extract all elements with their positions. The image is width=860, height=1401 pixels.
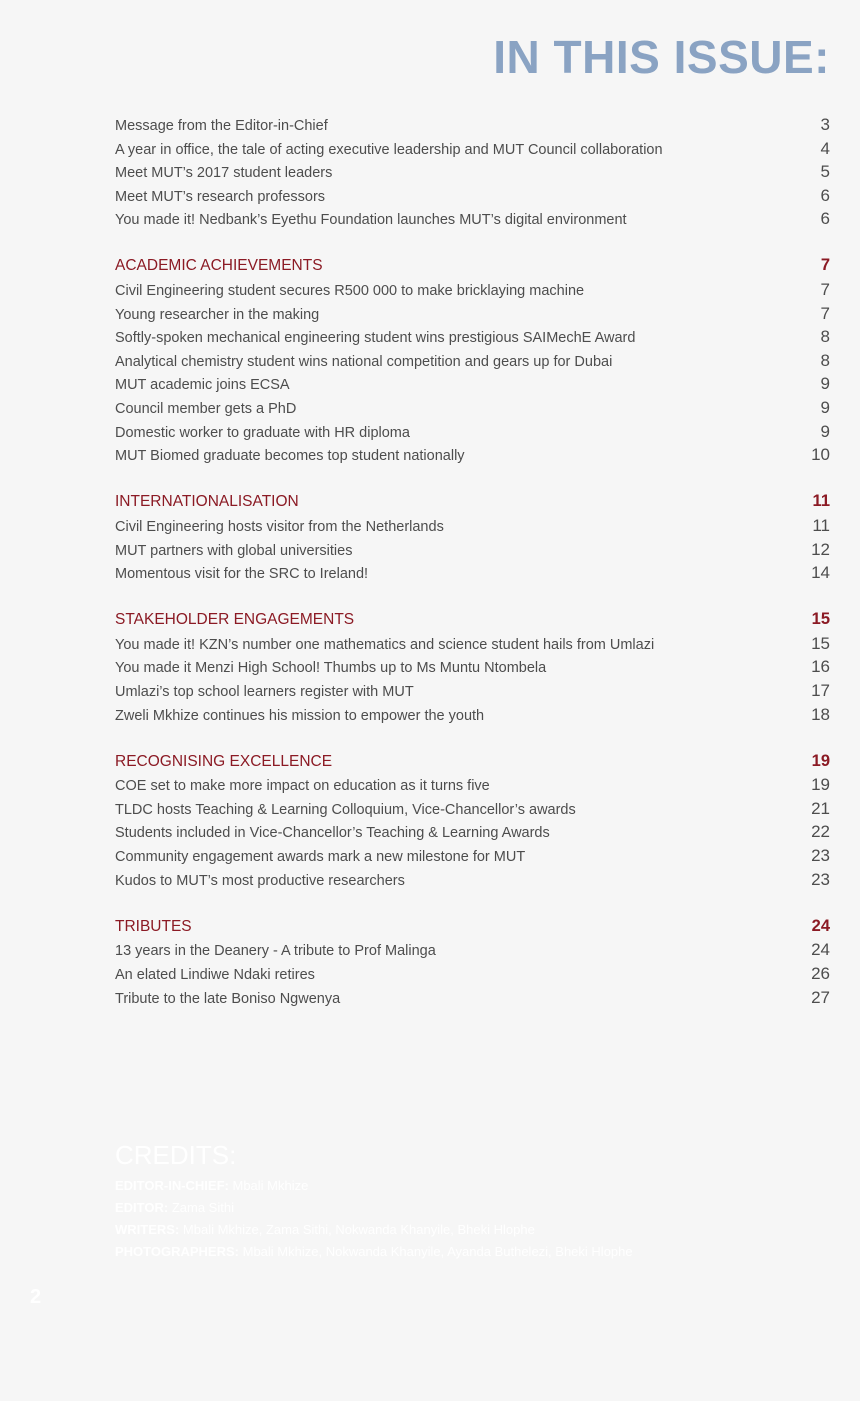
toc-entry-page: 8: [820, 327, 830, 347]
toc-entry-page: 4: [820, 138, 830, 158]
section-heading: RECOGNISING EXCELLENCE: [115, 752, 333, 770]
toc-entry-title: Students included in Vice-Chancellor’s Teaching & Learning Awards: [115, 825, 550, 842]
toc-entry: [115, 962, 830, 986]
toc-entry: [115, 184, 830, 208]
toc-entry-title: A year in office, the tale of acting executive leadership and MUT Council collaboration: [115, 141, 663, 158]
toc-entry-title: Civil Engineering student secures R500 000 to make bricklaying machine: [115, 283, 585, 300]
credit-label: WRITERS:: [115, 1222, 180, 1237]
toc-entry-title: Zweli Mkhize continues his mission to empower the youth: [115, 707, 485, 724]
section-heading: STAKEHOLDER ENGAGEMENTS: [115, 611, 355, 629]
toc-entry-title: Domestic worker to graduate with HR diploma: [115, 424, 410, 441]
toc-entry-title: You made it! KZN’s number one mathematics and science student hails from Umlazi: [115, 636, 655, 653]
section-heading: INTERNATIONALISATION: [115, 493, 299, 511]
toc-entry-page: 21: [811, 798, 830, 818]
toc-entry-title: An elated Lindiwe Ndaki retires: [115, 966, 315, 983]
credit-line-editor: [115, 1197, 633, 1219]
toc-entry-page: 16: [811, 657, 830, 677]
credit-label: PHOTOGRAPHERS:: [115, 1244, 239, 1259]
credits-block: [115, 1140, 633, 1263]
credit-value: Mbali Mkhize: [232, 1178, 309, 1193]
toc-entry-page: 9: [820, 374, 830, 394]
toc-entry-page: 15: [811, 633, 830, 653]
credit-line-editor-in-chief: [115, 1175, 633, 1197]
toc-entry-page: 8: [820, 350, 830, 370]
toc-entry: [115, 113, 830, 137]
page-number: 2: [30, 1286, 42, 1308]
toc-entry-page: 12: [811, 539, 830, 559]
toc-entry: [115, 137, 830, 161]
toc-entry: [115, 703, 830, 727]
toc-section-recognising-excellence: [115, 750, 830, 892]
toc-entry: [115, 679, 830, 703]
toc-entry: [115, 797, 830, 821]
toc-entry-title: Tribute to the late Boniso Ngwenya: [115, 990, 341, 1007]
toc-section-stakeholder-engagements: [115, 608, 830, 726]
toc-entry: [115, 372, 830, 396]
toc-entry: [115, 844, 830, 868]
toc-entry: [115, 420, 830, 444]
credit-label: EDITOR-IN-CHIEF:: [115, 1178, 229, 1193]
toc-entry-title: 13 years in the Deanery - A tribute to Prof Malinga: [115, 943, 436, 960]
toc-entry-title: Young researcher in the making: [115, 306, 320, 323]
toc-entry-title: COE set to make more impact on education as it turns five: [115, 778, 490, 795]
toc-entry-page: 9: [820, 421, 830, 441]
toc-entry-page: 18: [811, 704, 830, 724]
toc-intro-section: [115, 113, 830, 231]
toc-entry: [115, 349, 830, 373]
toc-entry-page: 7: [820, 280, 830, 300]
toc-entry: [115, 655, 830, 679]
toc-entry-page: 17: [811, 680, 830, 700]
toc-entry-title: Council member gets a PhD: [115, 401, 297, 418]
toc-entry-title: Meet MUT’s 2017 student leaders: [115, 165, 333, 182]
toc-entry-title: MUT Biomed graduate becomes top student nationally: [115, 448, 465, 465]
credit-value: Zama Sithi: [171, 1200, 234, 1215]
toc-entry-page: 11: [812, 515, 830, 535]
section-header: [115, 750, 830, 774]
toc-entry: [115, 514, 830, 538]
toc-entry-title: You made it! Nedbank’s Eyethu Foundation launches MUT’s digital environment: [115, 212, 627, 229]
credit-line-writers: [115, 1219, 633, 1241]
toc-entry-page: 9: [820, 398, 830, 418]
toc-entry-title: MUT academic joins ECSA: [115, 377, 290, 394]
toc-entry-title: TLDC hosts Teaching & Learning Colloquium, Vice-Chancellor’s awards: [115, 801, 576, 818]
toc-entry: [115, 632, 830, 656]
section-page-number: 19: [811, 751, 830, 770]
section-header: [115, 254, 830, 278]
toc-entry: [115, 773, 830, 797]
toc-entry: [115, 278, 830, 302]
toc-entry-title: Momentous visit for the SRC to Ireland!: [115, 566, 369, 583]
toc-entry-page: 23: [811, 846, 830, 866]
toc-entry-page: 6: [820, 209, 830, 229]
section-header: [115, 608, 830, 632]
toc-section-internationalisation: [115, 490, 830, 584]
toc-entry-title: Analytical chemistry student wins national competition and gears up for Dubai: [115, 353, 613, 370]
toc-entry: [115, 302, 830, 326]
toc-entry-page: 7: [820, 303, 830, 323]
toc-entry-title: MUT partners with global universities: [115, 542, 353, 559]
toc-entry-title: You made it Menzi High School! Thumbs up to Ms Muntu Ntombela: [115, 660, 547, 677]
section-heading: TRIBUTES: [115, 917, 192, 935]
section-heading: ACADEMIC ACHIEVEMENTS: [115, 257, 323, 275]
section-header: [115, 490, 830, 514]
page-title: IN THIS ISSUE:: [493, 31, 830, 83]
toc-entry-title: Civil Engineering hosts visitor from the Netherlands: [115, 518, 444, 535]
toc-entry-page: 14: [811, 563, 830, 583]
toc-section-academic-achievements: [115, 254, 830, 466]
section-header: [115, 915, 830, 939]
toc-entry-page: 24: [811, 940, 830, 960]
table-of-contents: [115, 113, 830, 1033]
toc-entry: [115, 820, 830, 844]
toc-entry-page: 22: [811, 822, 830, 842]
toc-entry-title: Meet MUT’s research professors: [115, 188, 326, 205]
toc-entry-page: 10: [811, 445, 830, 465]
toc-entry: [115, 160, 830, 184]
toc-entry-title: Message from the Editor-in-Chief: [115, 118, 328, 134]
toc-entry: [115, 986, 830, 1010]
toc-entry: [115, 538, 830, 562]
toc-section-tributes: [115, 915, 830, 1009]
toc-entry-page: 27: [811, 987, 830, 1007]
credits-heading: CREDITS:: [115, 1140, 237, 1170]
toc-entry: [115, 396, 830, 420]
section-page-number: 7: [820, 256, 830, 275]
toc-entry: [115, 443, 830, 467]
credit-value: Mbali Mkhize, Nokwanda Khanyile, Ayanda Buthelezi, Bheki Hlophe: [242, 1244, 633, 1259]
section-page-number: 15: [811, 610, 830, 629]
toc-entry-title: Community engagement awards mark a new milestone for MUT: [115, 849, 526, 866]
toc-entry-page: 23: [811, 869, 830, 889]
toc-entry-title: Softly-spoken mechanical engineering student wins prestigious SAIMechE Award: [115, 330, 636, 347]
toc-entry-title: Kudos to MUT’s most productive researchers: [115, 872, 405, 889]
toc-entry: [115, 207, 830, 231]
credit-value: Mbali Mkhize, Zama Sithi, Nokwanda Khanyile, Bheki Hlophe: [182, 1222, 535, 1237]
toc-entry-page: 5: [820, 162, 830, 182]
toc-entry-page: 3: [820, 115, 830, 134]
toc-entry: [115, 561, 830, 585]
toc-entry-page: 6: [820, 185, 830, 205]
toc-entry-title: Umlazi’s top school learners register with MUT: [115, 683, 414, 700]
toc-entry: [115, 938, 830, 962]
toc-entry: [115, 868, 830, 892]
toc-entry-page: 19: [811, 775, 830, 795]
toc-entry: [115, 325, 830, 349]
section-page-number: 11: [812, 492, 830, 511]
credit-line-photographers: [115, 1241, 633, 1263]
section-page-number: 24: [811, 916, 830, 935]
credit-label: EDITOR:: [115, 1200, 169, 1215]
toc-entry-page: 26: [811, 963, 830, 983]
